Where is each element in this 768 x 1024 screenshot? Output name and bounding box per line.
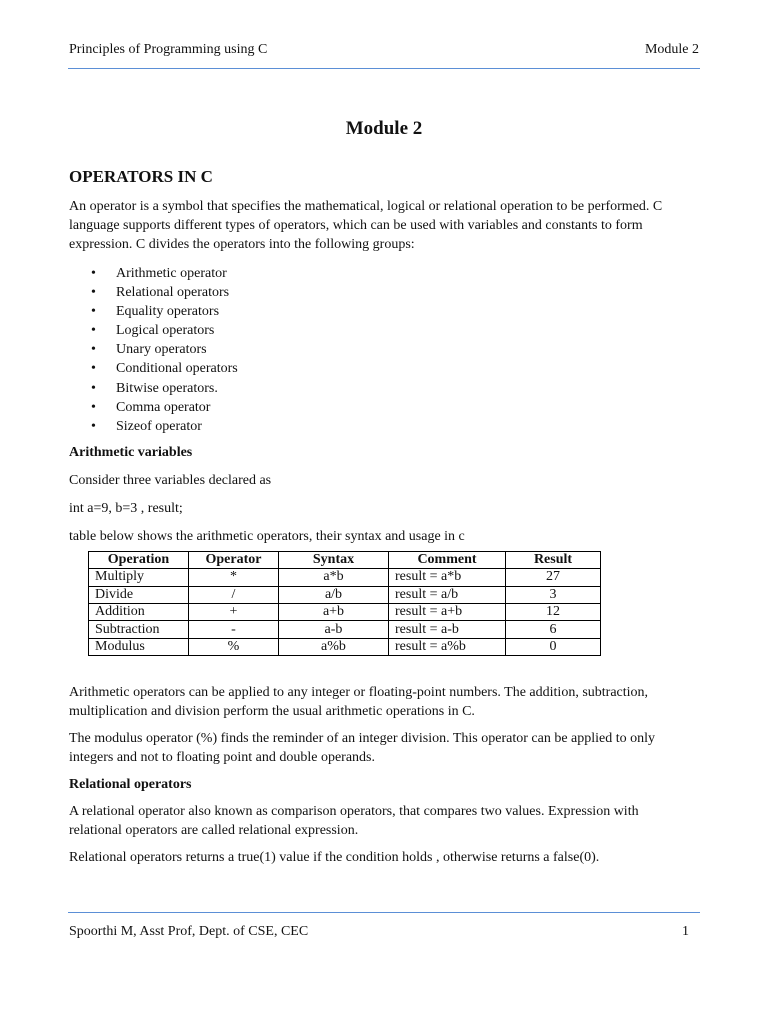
relational-paragraph: A relational operator also known as comparison operators, that compares two values. Expression with relational operators are called relational expression. — [69, 804, 639, 839]
header-rule — [68, 68, 700, 69]
cell-operation: Divide — [89, 586, 189, 603]
arithmetic-table — [88, 551, 601, 656]
column-header: Operation — [89, 551, 189, 568]
modulus-paragraph: The modulus operator (%) finds the reminder of an integer division. This operator can be applied to only integers and not to floating point and double operands. — [69, 731, 656, 766]
document-body — [69, 167, 699, 867]
table-row — [89, 604, 601, 621]
table-header-row — [89, 551, 601, 568]
footer-rule — [68, 912, 700, 913]
list-item: • Relational operators — [69, 283, 699, 302]
footer-author: Spoorthi M, Asst Prof, Dept. of CSE, CEC — [69, 924, 309, 939]
column-header: Operator — [189, 551, 279, 568]
operator-groups-list — [69, 264, 699, 436]
page-number: 1 — [682, 924, 689, 939]
list-item: • Equality operators — [69, 302, 699, 321]
list-item: • Unary operators — [69, 340, 699, 359]
cell-result: 3 — [506, 586, 601, 603]
list-item: • Logical operators — [69, 321, 699, 340]
header-module-label: Module 2 — [644, 42, 699, 57]
list-item: • Arithmetic operator — [69, 264, 699, 283]
column-header: Result — [506, 551, 601, 568]
cell-comment: result = a-b — [389, 621, 506, 638]
list-item: • Conditional operators — [69, 359, 699, 378]
column-header: Syntax — [279, 551, 389, 568]
declaration-code: int a=9, b=3 , result; — [69, 500, 183, 516]
relational-result-paragraph: Relational operators returns a true(1) value if the condition holds , otherwise returns a false(0). — [69, 850, 600, 866]
section-heading: OPERATORS IN C — [69, 167, 213, 186]
cell-comment: result = a%b — [389, 638, 506, 655]
cell-operator: + — [189, 604, 279, 621]
table-row — [89, 569, 601, 586]
cell-operation: Modulus — [89, 638, 189, 655]
column-header: Comment — [389, 551, 506, 568]
table-row — [89, 621, 601, 638]
cell-result: 27 — [506, 569, 601, 586]
page-footer — [69, 924, 689, 940]
cell-result: 12 — [506, 604, 601, 621]
cell-operation: Addition — [89, 604, 189, 621]
cell-operation: Multiply — [89, 569, 189, 586]
list-item: • Sizeof operator — [69, 417, 699, 436]
intro-paragraph: An operator is a symbol that specifies the mathematical, logical or relational operation to be performed. C language supports different types of operators, which can be used with variables and constants to form expression. C divides the operators into the following groups: — [69, 199, 663, 252]
cell-operator: / — [189, 586, 279, 603]
cell-operator: - — [189, 621, 279, 638]
cell-result: 6 — [506, 621, 601, 638]
cell-operator: % — [189, 638, 279, 655]
table-row — [89, 586, 601, 603]
cell-comment: result = a+b — [389, 604, 506, 621]
cell-syntax: a+b — [279, 604, 389, 621]
cell-result: 0 — [506, 638, 601, 655]
page-header — [69, 42, 699, 58]
table-intro: table below shows the arithmetic operators, their syntax and usage in c — [69, 528, 465, 544]
relational-heading: Relational operators — [69, 777, 192, 793]
header-course-title: Principles of Programming using C — [69, 42, 268, 57]
cell-syntax: a-b — [279, 621, 389, 638]
cell-comment: result = a*b — [389, 569, 506, 586]
table-row — [89, 638, 601, 655]
declaration-intro: Consider three variables declared as — [69, 472, 272, 488]
cell-operation: Subtraction — [89, 621, 189, 638]
arithmetic-paragraph: Arithmetic operators can be applied to any integer or floating-point numbers. The addition, subtraction, multiplication and division perform the usual arithmetic operations in C. — [69, 685, 649, 720]
cell-operator: * — [189, 569, 279, 586]
arithmetic-heading: Arithmetic variables — [69, 444, 193, 460]
cell-comment: result = a/b — [389, 586, 506, 603]
list-item: • Comma operator — [69, 398, 699, 417]
cell-syntax: a*b — [279, 569, 389, 586]
cell-syntax: a/b — [279, 586, 389, 603]
cell-syntax: a%b — [279, 638, 389, 655]
page-title: Module 2 — [345, 118, 423, 139]
list-item: • Bitwise operators. — [69, 379, 699, 398]
